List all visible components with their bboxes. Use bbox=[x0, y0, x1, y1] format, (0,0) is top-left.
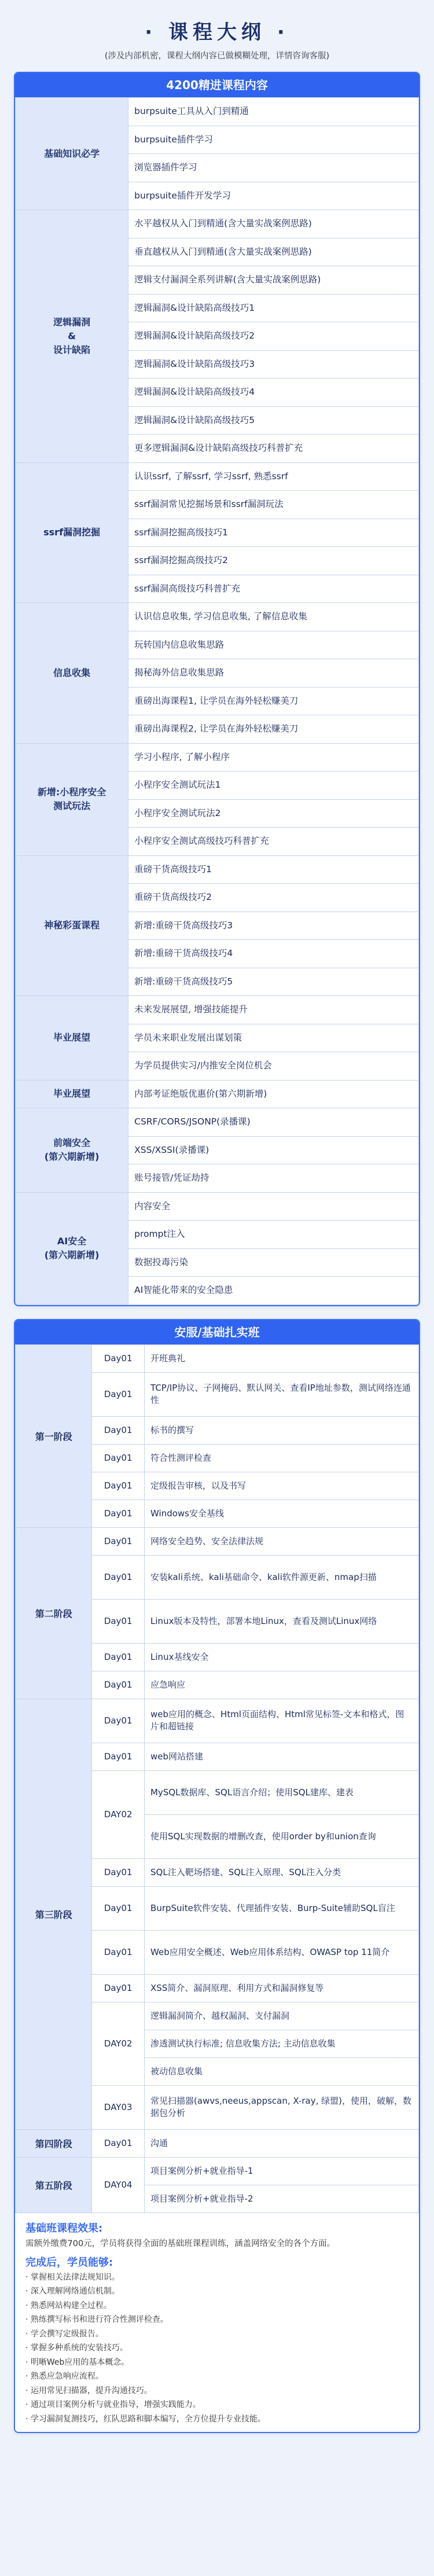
schedule-item: web应用的概念、Html页面结构、Html常见标签-文本和格式，图片和超链接 bbox=[145, 1699, 419, 1743]
outline-row bbox=[16, 1108, 419, 1137]
course-item: AI智能化带来的安全隐患 bbox=[128, 1277, 419, 1305]
day-label: Day01 bbox=[92, 1500, 145, 1527]
course-item: 逻辑漏洞&设计缺陷高级技巧3 bbox=[128, 350, 419, 379]
course-item: 为学员提供实习/内推安全岗位机会 bbox=[128, 1052, 419, 1081]
schedule-row bbox=[16, 1527, 419, 1555]
day-label: Day01 bbox=[92, 1886, 145, 1930]
course-item: XSS/XSSI(录播课) bbox=[128, 1136, 419, 1164]
effect-point: · 明晰Web应用的基本概念。 bbox=[25, 2357, 130, 2367]
outline-row bbox=[16, 98, 419, 126]
outline-row bbox=[16, 996, 419, 1024]
day-label: Day01 bbox=[92, 1416, 145, 1444]
schedule-item: Linux版本及特性，部署本地Linux，查看及测试Linux网络 bbox=[145, 1599, 419, 1643]
day-label: DAY02 bbox=[92, 1770, 145, 1858]
course-item: 逻辑漏洞&设计缺陷高级技巧5 bbox=[128, 406, 419, 435]
schedule-item: 网络安全趋势、安全法律法规 bbox=[145, 1527, 419, 1555]
schedule-item: 被动信息收集 bbox=[145, 2057, 419, 2085]
outline-row bbox=[16, 603, 419, 631]
schedule-row bbox=[16, 2129, 419, 2157]
schedule-item: web网站搭建 bbox=[145, 1743, 419, 1770]
outline-row bbox=[16, 1080, 419, 1108]
schedule-item: SQL注入靶场搭建、SQL注入原理、SQL注入分类 bbox=[145, 1858, 419, 1886]
day-label: Day01 bbox=[92, 1858, 145, 1886]
course-outline-table bbox=[15, 97, 419, 1305]
day-label: Day01 bbox=[92, 2129, 145, 2157]
outline-row bbox=[16, 855, 419, 884]
course-item: 重磅出海课程1, 让学员在海外轻松赚美刀 bbox=[128, 687, 419, 715]
schedule-item: TCP/IP协议、子网掩码、默认网关、查看IP地址参数，测试网络连通性 bbox=[145, 1372, 419, 1416]
schedule-item: BurpSuite软件安装、代理插件安装、Burp-Suite辅助SQL盲注 bbox=[145, 1886, 419, 1930]
schedule-item: 项目案例分析+就业指导-1 bbox=[145, 2157, 419, 2185]
course-item: prompt注入 bbox=[128, 1221, 419, 1249]
course-item: 小程序安全测试高级技巧科普扩充 bbox=[128, 828, 419, 856]
effect-point: · 掌握多种系统的安装技巧。 bbox=[25, 2343, 128, 2353]
course-item: 学习小程序, 了解小程序 bbox=[128, 743, 419, 771]
day-label: Day01 bbox=[92, 1527, 145, 1555]
course-item: 小程序安全测试玩法2 bbox=[128, 799, 419, 828]
course-item: 浏览器插件学习 bbox=[128, 154, 419, 182]
day-label: DAY04 bbox=[92, 2157, 145, 2213]
course-item: 学员未来职业发展出谋划策 bbox=[128, 1024, 419, 1052]
course-outline-card bbox=[14, 72, 420, 1306]
course-item: burpsuite插件开发学习 bbox=[128, 182, 419, 210]
course-item: 数据投毒污染 bbox=[128, 1248, 419, 1277]
phase-label: 第三阶段 bbox=[16, 1699, 92, 2129]
effect-description: 需额外缴费700元，学员将获得全面的基础班课程训练，涵盖网络安全的各个方面。 bbox=[25, 2239, 336, 2248]
course-outline-heading: 4200精进课程内容 bbox=[15, 73, 419, 97]
effect-points bbox=[25, 2270, 409, 2427]
course-item: ssrf漏洞挖掘高级技巧2 bbox=[128, 547, 419, 575]
course-item: ssrf漏洞高级技巧科普扩充 bbox=[128, 575, 419, 603]
category-label: 逻辑漏洞 & 设计缺陷 bbox=[16, 210, 128, 463]
schedule-item: 渗透测试执行标准; 信息收集方法; 主动信息收集 bbox=[145, 2030, 419, 2057]
day-label: Day01 bbox=[92, 1472, 145, 1500]
day-label: DAY03 bbox=[92, 2085, 145, 2129]
category-label: 神秘彩蛋课程 bbox=[16, 855, 128, 996]
course-item: burpsuite插件学习 bbox=[128, 126, 419, 154]
course-item: 重磅出海课程2, 让学员在海外轻松赚美刀 bbox=[128, 715, 419, 744]
day-label: Day01 bbox=[92, 1599, 145, 1643]
category-label: AI安全 (第六期新增) bbox=[16, 1192, 128, 1304]
category-label: 前端安全 (第六期新增) bbox=[16, 1108, 128, 1193]
effect-point: · 熟悉应急响应流程。 bbox=[25, 2372, 104, 2382]
day-label: Day01 bbox=[92, 1643, 145, 1671]
phase-label: 第五阶段 bbox=[16, 2157, 92, 2213]
page-subtitle: (涉及内部机密，课程大纲内容已做模糊处理，详情咨询客服) bbox=[104, 52, 330, 61]
day-label: Day01 bbox=[92, 1444, 145, 1472]
course-item: 逻辑漏洞&设计缺陷高级技巧1 bbox=[128, 294, 419, 322]
basic-class-heading: 安服/基础扎实班 bbox=[15, 1320, 419, 1344]
effect-point: · 运用常见扫描器，提升沟通技巧。 bbox=[25, 2386, 152, 2395]
effect-point: · 通过项目案例分析与就业指导，增强实践能力。 bbox=[25, 2400, 201, 2410]
effect-point: · 掌握相关法律法规知识。 bbox=[25, 2272, 120, 2282]
schedule-item: 使用SQL实现数据的增删改查，使用order by和union查询 bbox=[145, 1814, 419, 1858]
day-label: Day01 bbox=[92, 1671, 145, 1699]
schedule-item: 项目案例分析+就业指导-2 bbox=[145, 2185, 419, 2213]
course-item: 认识信息收集, 学习信息收集, 了解信息收集 bbox=[128, 603, 419, 631]
course-item: 逻辑漏洞&设计缺陷高级技巧2 bbox=[128, 322, 419, 351]
schedule-item: MySQL数据库、SQL语言介绍；使用SQL建库、建表 bbox=[145, 1770, 419, 1814]
schedule-item: XSS简介、漏洞原理、利用方式和漏洞修复等 bbox=[145, 1974, 419, 2002]
day-label: Day01 bbox=[92, 1372, 145, 1416]
phase-label: 第二阶段 bbox=[16, 1527, 92, 1699]
schedule-item: 逻辑漏洞简介、越权漏洞、支付漏洞 bbox=[145, 2002, 419, 2030]
schedule-item: Linux基线安全 bbox=[145, 1643, 419, 1671]
course-item: 垂直越权从入门到精通(含大量实战案例思路) bbox=[128, 238, 419, 266]
phase-label: 第一阶段 bbox=[16, 1344, 92, 1527]
course-item: ssrf漏洞常见挖掘场景和ssrf漏洞玩法 bbox=[128, 491, 419, 519]
day-label: DAY02 bbox=[92, 2002, 145, 2085]
effect-heading: 基础班课程效果: bbox=[25, 2222, 103, 2235]
schedule-row bbox=[16, 1699, 419, 1743]
outline-row bbox=[16, 1192, 419, 1221]
course-item: 新增:重磅干货高级技巧5 bbox=[128, 968, 419, 996]
course-item: 未来发展展望, 增强技能提升 bbox=[128, 996, 419, 1024]
course-item: 更多逻辑漏洞&设计缺陷高级技巧科普扩充 bbox=[128, 435, 419, 463]
outline-row bbox=[16, 743, 419, 771]
effect-point: · 熟悉网站构建全过程。 bbox=[25, 2301, 112, 2310]
day-label: Day01 bbox=[92, 1743, 145, 1770]
after-heading: 完成后，学员能够: bbox=[25, 2256, 113, 2269]
category-label: 基础知识必学 bbox=[16, 98, 128, 210]
course-item: 新增:重磅干货高级技巧4 bbox=[128, 940, 419, 968]
schedule-item: 沟通 bbox=[145, 2129, 419, 2157]
course-item: 内部考证绝版优惠价(第六期新增) bbox=[128, 1080, 419, 1108]
effect-point: · 熟练撰写标书和进行符合性测评检查。 bbox=[25, 2315, 168, 2325]
day-label: Day01 bbox=[92, 1974, 145, 2002]
course-item: 新增:重磅干货高级技巧3 bbox=[128, 912, 419, 940]
course-item: 水平越权从入门到精通(含大量实战案例思路) bbox=[128, 210, 419, 238]
day-label: Day01 bbox=[92, 1930, 145, 1974]
category-label: 毕业展望 bbox=[16, 996, 128, 1081]
course-item: 内容安全 bbox=[128, 1192, 419, 1221]
course-item: ssrf漏洞挖掘高级技巧1 bbox=[128, 519, 419, 547]
basic-class-card bbox=[14, 1319, 420, 2434]
outline-row bbox=[16, 462, 419, 491]
category-label: ssrf漏洞挖掘 bbox=[16, 462, 128, 603]
schedule-row bbox=[16, 1344, 419, 1372]
schedule-item: Web应用安全概述、Web应用体系结构、OWASP top 11简介 bbox=[145, 1930, 419, 1974]
day-label: Day01 bbox=[92, 1699, 145, 1743]
course-item: 账号接管/凭证劫持 bbox=[128, 1164, 419, 1193]
day-label: Day01 bbox=[92, 1344, 145, 1372]
course-effect bbox=[15, 2213, 419, 2432]
outline-row bbox=[16, 210, 419, 238]
schedule-row bbox=[16, 2157, 419, 2185]
course-item: 揭秘海外信息收集思路 bbox=[128, 659, 419, 688]
course-item: burpsuite工具从入门到精通 bbox=[128, 98, 419, 126]
effect-point: · 深入理解网络通信机制。 bbox=[25, 2287, 120, 2296]
category-label: 毕业展望 bbox=[16, 1080, 128, 1108]
schedule-item: 符合性测评检查 bbox=[145, 1444, 419, 1472]
schedule-item: 定级报告审核，以及书写 bbox=[145, 1472, 419, 1500]
course-item: 玩转国内信息收集思路 bbox=[128, 631, 419, 659]
course-item: 认识ssrf, 了解ssrf, 学习ssrf, 熟悉ssrf bbox=[128, 462, 419, 491]
category-label: 信息收集 bbox=[16, 603, 128, 744]
schedule-item: Windows安全基线 bbox=[145, 1500, 419, 1527]
course-item: 逻辑支付漏洞全系列讲解(含大量实战案例思路) bbox=[128, 266, 419, 295]
course-item: 重磅干货高级技巧2 bbox=[128, 884, 419, 912]
schedule-item: 应急响应 bbox=[145, 1671, 419, 1699]
course-item: CSRF/CORS/JSONP(录播课) bbox=[128, 1108, 419, 1137]
schedule-item: 常见扫描器(awvs,neeus,appscan, X-ray, 绿盟)，使用，破解，数据包分析 bbox=[145, 2085, 419, 2129]
effect-point: · 学会撰写定级报告。 bbox=[25, 2329, 104, 2339]
schedule-item: 开班典礼 bbox=[145, 1344, 419, 1372]
day-label: Day01 bbox=[92, 1555, 145, 1599]
basic-class-table bbox=[15, 1344, 419, 2213]
page-title: · 课程大纲 · bbox=[145, 21, 289, 44]
course-item: 逻辑漏洞&设计缺陷高级技巧4 bbox=[128, 379, 419, 407]
course-item: 重磅干货高级技巧1 bbox=[128, 855, 419, 884]
schedule-item: 标书的撰写 bbox=[145, 1416, 419, 1444]
phase-label: 第四阶段 bbox=[16, 2129, 92, 2157]
schedule-item: 安装kali系统、kali基础命令、kali软件源更新、nmap扫描 bbox=[145, 1555, 419, 1599]
course-item: 小程序安全测试玩法1 bbox=[128, 771, 419, 800]
effect-point: · 学习漏洞复测技巧，红队思路和脚本编写，全方位提升专业技能。 bbox=[25, 2414, 266, 2424]
category-label: 新增:小程序安全 测试玩法 bbox=[16, 743, 128, 855]
